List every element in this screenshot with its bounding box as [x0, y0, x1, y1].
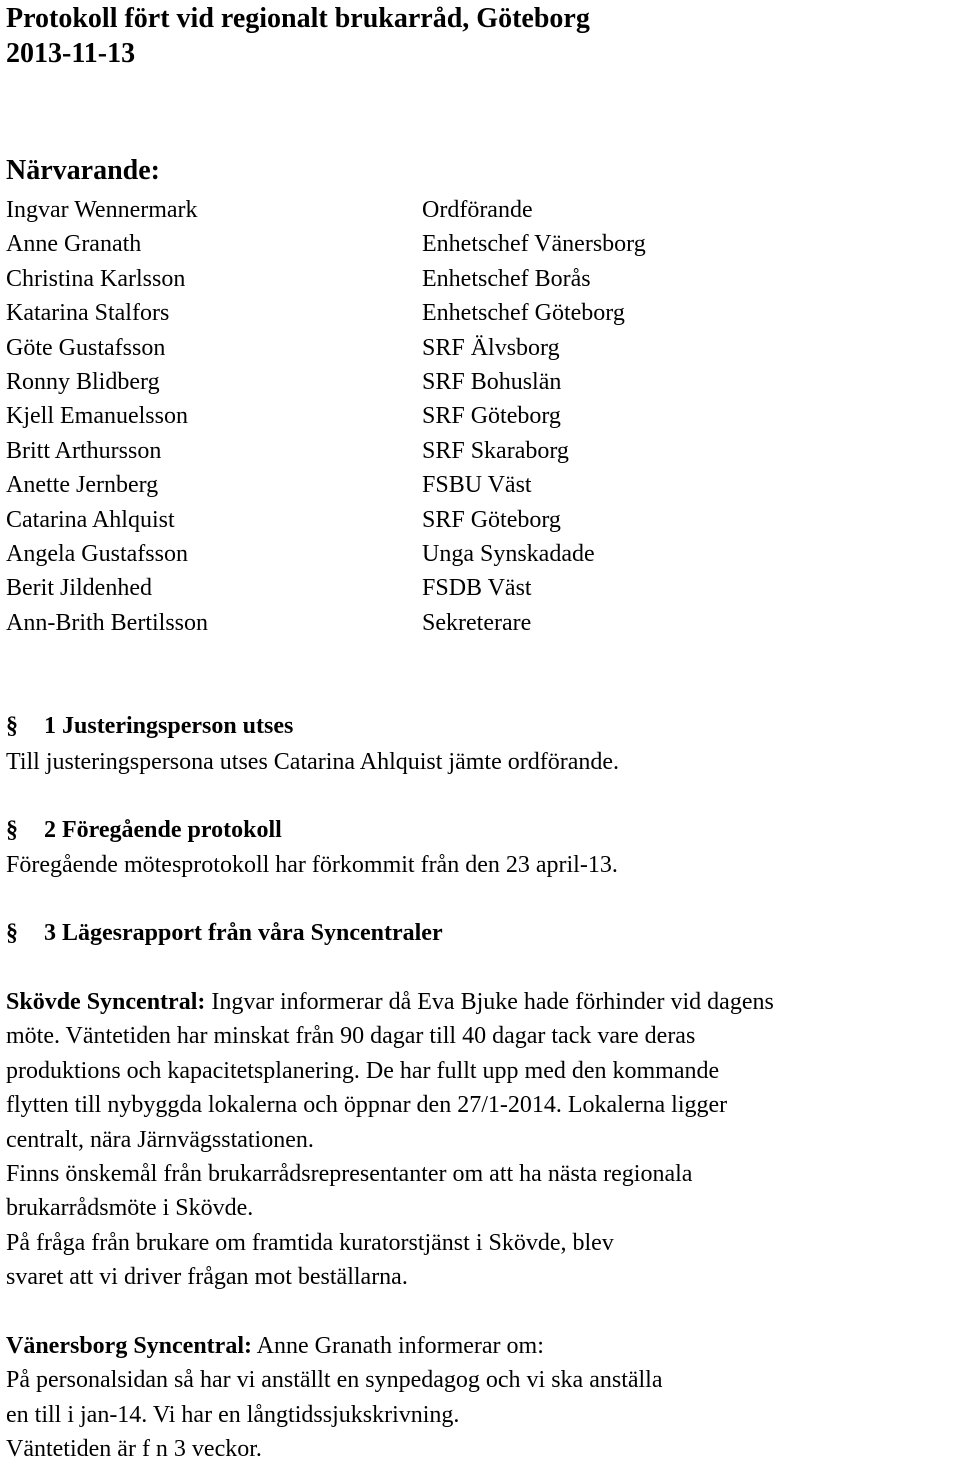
skovde-report-line — [6, 985, 774, 1019]
attendee-name: Britt Arthursson — [6, 437, 162, 464]
attendee-row — [6, 262, 946, 296]
attendee-name: Ronny Blidberg — [6, 368, 160, 395]
meeting-date: 2013-11-13 — [6, 38, 136, 69]
attendee-name: Ann-Brith Bertilsson — [6, 609, 208, 636]
skovde-report-line: produktions och kapacitetsplanering. De har fullt upp med den kommande — [6, 1057, 720, 1084]
attendee-role: Sekreterare — [422, 609, 532, 636]
vanersborg-text: Anne Granath informerar om: — [251, 1333, 544, 1359]
section-symbol: § — [6, 920, 18, 946]
attendee-role: SRF Bohuslän — [422, 368, 562, 395]
attendee-role: SRF Skaraborg — [422, 437, 569, 464]
attendee-row — [6, 227, 946, 261]
attendee-role: Enhetschef Vänersborg — [422, 231, 646, 258]
attendee-role: SRF Göteborg — [422, 506, 561, 533]
attendee-name: Katarina Stalfors — [6, 300, 170, 327]
attendee-row — [6, 193, 946, 227]
section-1-heading — [6, 709, 293, 743]
attendee-name: Catarina Ahlquist — [6, 506, 175, 533]
vanersborg-report-line: en till i jan-14. Vi har en långtidssjukskrivning. — [6, 1401, 460, 1428]
skovde-report-line: Finns önskemål från brukarrådsrepresentanter om att ha nästa regionala — [6, 1161, 693, 1187]
skovde-report-line: flytten till nybyggda lokalerna och öppnar den 27/1-2014. Lokalerna ligger — [6, 1092, 728, 1119]
attendee-row — [6, 434, 946, 468]
attendee-row — [6, 606, 946, 640]
attendee-role: FSBU Väst — [422, 472, 532, 499]
attendee-row — [6, 503, 946, 537]
section-3-heading — [6, 916, 443, 950]
attendee-role: Enhetschef Göteborg — [422, 300, 625, 327]
attendee-row — [6, 296, 946, 330]
section-symbol: § — [6, 713, 18, 739]
skovde-report-line: möte. Väntetiden har minskat från 90 dagar till 40 dagar tack vare deras — [6, 1023, 696, 1050]
attendance-heading: Närvarande: — [6, 155, 160, 186]
attendee-role: SRF Älvsborg — [422, 334, 560, 361]
attendee-name: Berit Jildenhed — [6, 575, 152, 602]
skovde-report-line: centralt, nära Järnvägsstationen. — [6, 1126, 314, 1153]
attendee-row — [6, 571, 946, 605]
attendee-list — [6, 193, 946, 640]
section-symbol: § — [6, 817, 18, 843]
attendee-role: Ordförande — [422, 197, 533, 223]
attendee-row — [6, 365, 946, 399]
section-2-body: Föregående mötesprotokoll har förkommit från den 23 april-13. — [6, 852, 618, 878]
attendee-name: Anne Granath — [6, 231, 142, 258]
attendee-name: Kjell Emanuelsson — [6, 403, 188, 430]
section-title: 1 Justeringsperson utses — [44, 713, 294, 739]
section-2-heading — [6, 813, 282, 847]
attendee-row — [6, 468, 946, 502]
attendee-name: Angela Gustafsson — [6, 540, 188, 567]
vanersborg-report-line: Väntetiden är f n 3 veckor. — [6, 1436, 262, 1463]
skovde-label: Skövde Syncentral: — [6, 989, 206, 1015]
vanersborg-label: Vänersborg Syncentral: — [6, 1333, 252, 1359]
skovde-report-line: På fråga från brukare om framtida kuratorstjänst i Skövde, blev — [6, 1229, 614, 1256]
attendee-name: Anette Jernberg — [6, 472, 159, 499]
attendee-row — [6, 331, 946, 365]
section-1-body: Till justeringspersona utses Catarina Ahlquist jämte ordförande. — [6, 749, 620, 775]
section-title: 2 Föregående protokoll — [44, 817, 282, 843]
vanersborg-report-line — [6, 1329, 544, 1363]
section-title: 3 Lägesrapport från våra Syncentraler — [44, 920, 443, 946]
vanersborg-report-line: På personalsidan så har vi anställt en synpedagog och vi ska anställa — [6, 1367, 663, 1394]
skovde-text: Ingvar informerar då Eva Bjuke hade förhinder vid dagens — [205, 989, 774, 1015]
attendee-name: Ingvar Wennermark — [6, 197, 198, 223]
skovde-report-line: svaret att vi driver frågan mot beställarna. — [6, 1264, 408, 1291]
attendee-row — [6, 399, 946, 433]
document-title: Protokoll fört vid regionalt brukarråd, Göteborg — [6, 3, 590, 34]
attendee-row — [6, 537, 946, 571]
attendee-name: Christina Karlsson — [6, 265, 186, 292]
attendee-role: Enhetschef Borås — [422, 265, 591, 292]
attendee-role: Unga Synskadade — [422, 540, 595, 567]
skovde-report-line: brukarrådsmöte i Skövde. — [6, 1195, 254, 1222]
attendee-role: FSDB Väst — [422, 575, 532, 602]
attendee-name: Göte Gustafsson — [6, 334, 166, 361]
attendee-role: SRF Göteborg — [422, 403, 561, 430]
